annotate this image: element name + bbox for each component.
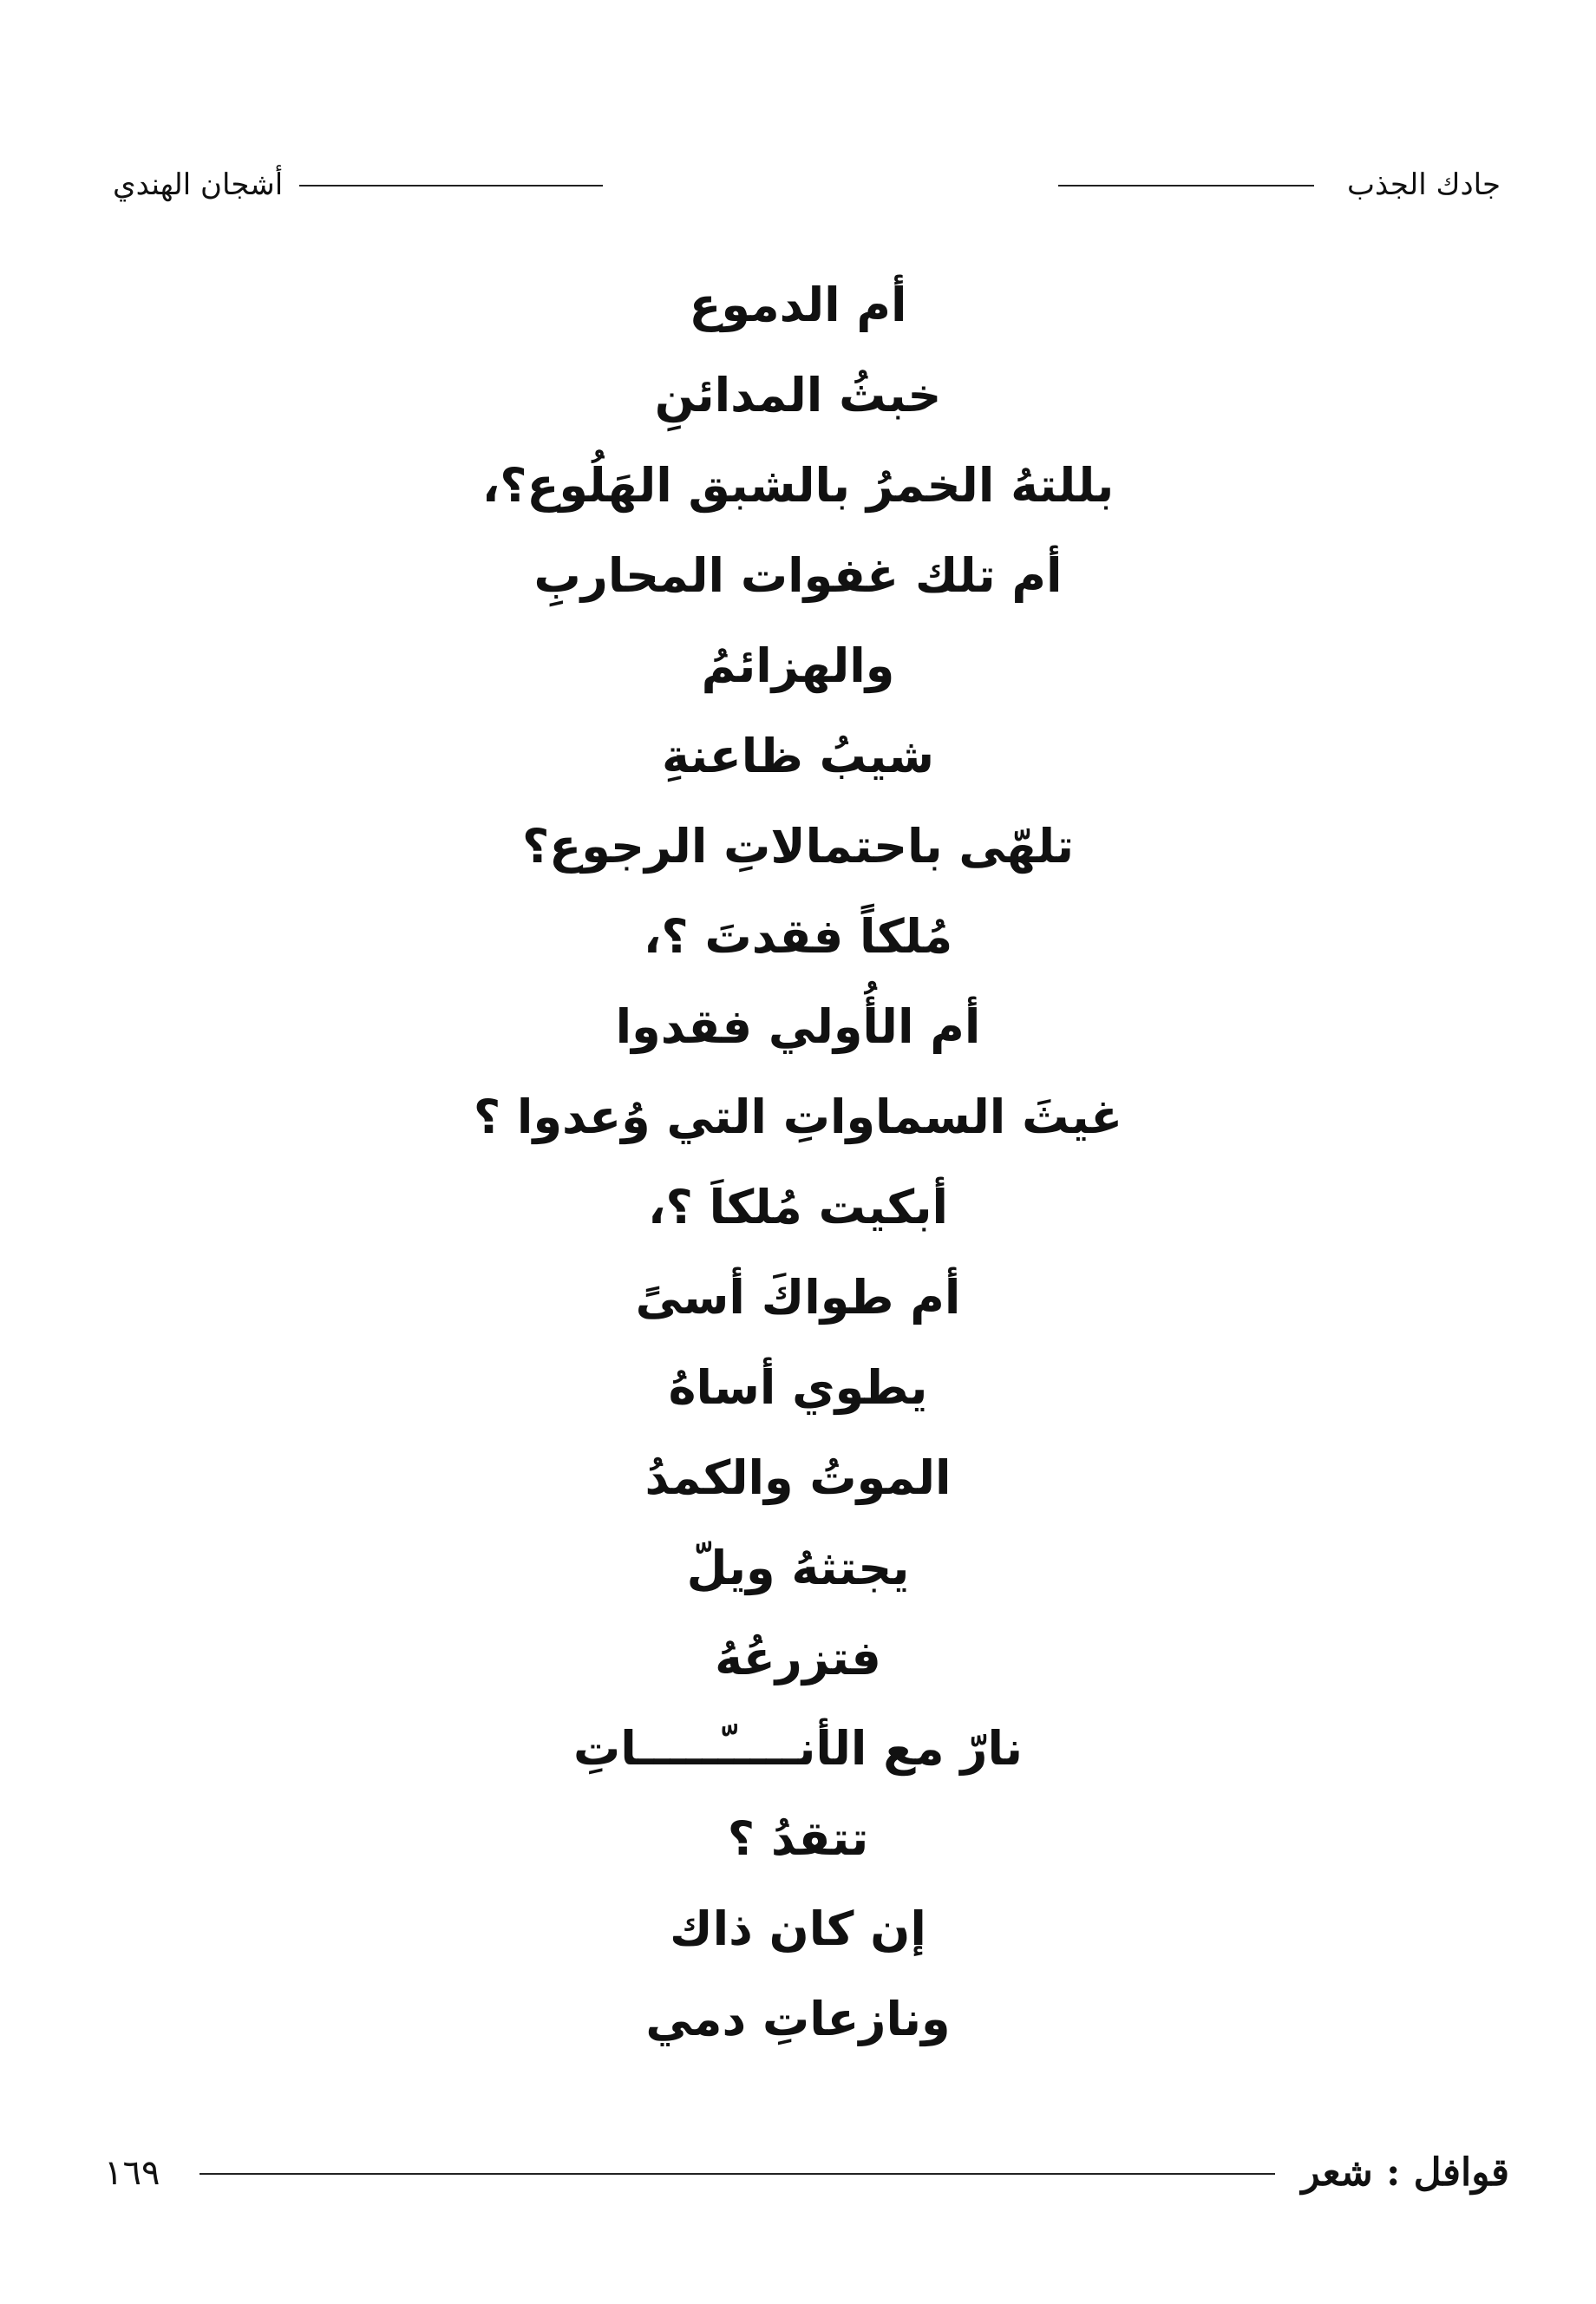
poem-line: الموتُ والكمدُ: [644, 1450, 952, 1505]
poem-line: أبكيت مُلكاَ ؟،: [648, 1180, 948, 1234]
poem-line: والهزائمُ: [701, 638, 895, 693]
poem-body: [260, 260, 1336, 2065]
poem-line: تتقدُ ؟: [727, 1811, 869, 1866]
poem-line: إن كان ذاك: [670, 1901, 926, 1956]
header-poem-title: جادك الجذب: [1347, 167, 1501, 202]
poem-line: فتزرعُهُ: [715, 1631, 881, 1685]
running-footer: [104, 2138, 1509, 2208]
poem-line: بللتهُ الخمرُ بالشبق الهَلُوع؟،: [481, 458, 1115, 513]
poem-line: يطوي أساهُ: [668, 1360, 928, 1415]
poem-line: يجتثهُ ويلّ: [686, 1541, 910, 1595]
footer-rule: [200, 2173, 1275, 2175]
poem-line: ونازعاتِ دمي: [645, 1992, 951, 2046]
poem-line: أم تلك غفوات المحاربِ: [533, 548, 1063, 603]
header-author: أشجان الهندي: [113, 167, 284, 202]
header-rule-left: [299, 185, 603, 187]
poem-line: خبثُ المدائنِ: [654, 368, 942, 422]
page-number: ١٦٩: [104, 2153, 160, 2193]
poem-line: شيبُ ظاعنةِ: [662, 729, 934, 783]
poem-line: نارّ مع الأنـــــّـــــاتِ: [572, 1721, 1023, 1776]
poem-line: أم الدموع: [689, 278, 907, 332]
running-header: [113, 154, 1501, 215]
poem-line: أم الأُولي فقدوا: [615, 999, 981, 1054]
poem-line: تلهّى باحتمالاتِ الرجوع؟: [521, 819, 1075, 874]
poem-line: أم طواكَ أسىً: [635, 1270, 961, 1325]
poem-line: غيثَ السماواتِ التي وُعدوا ؟: [473, 1090, 1123, 1144]
footer-section-title: قوافل : شعر: [1301, 2150, 1509, 2195]
header-rule-right: [1058, 185, 1314, 187]
poem-line: مُلكاً فقدتَ ؟،: [643, 909, 953, 964]
